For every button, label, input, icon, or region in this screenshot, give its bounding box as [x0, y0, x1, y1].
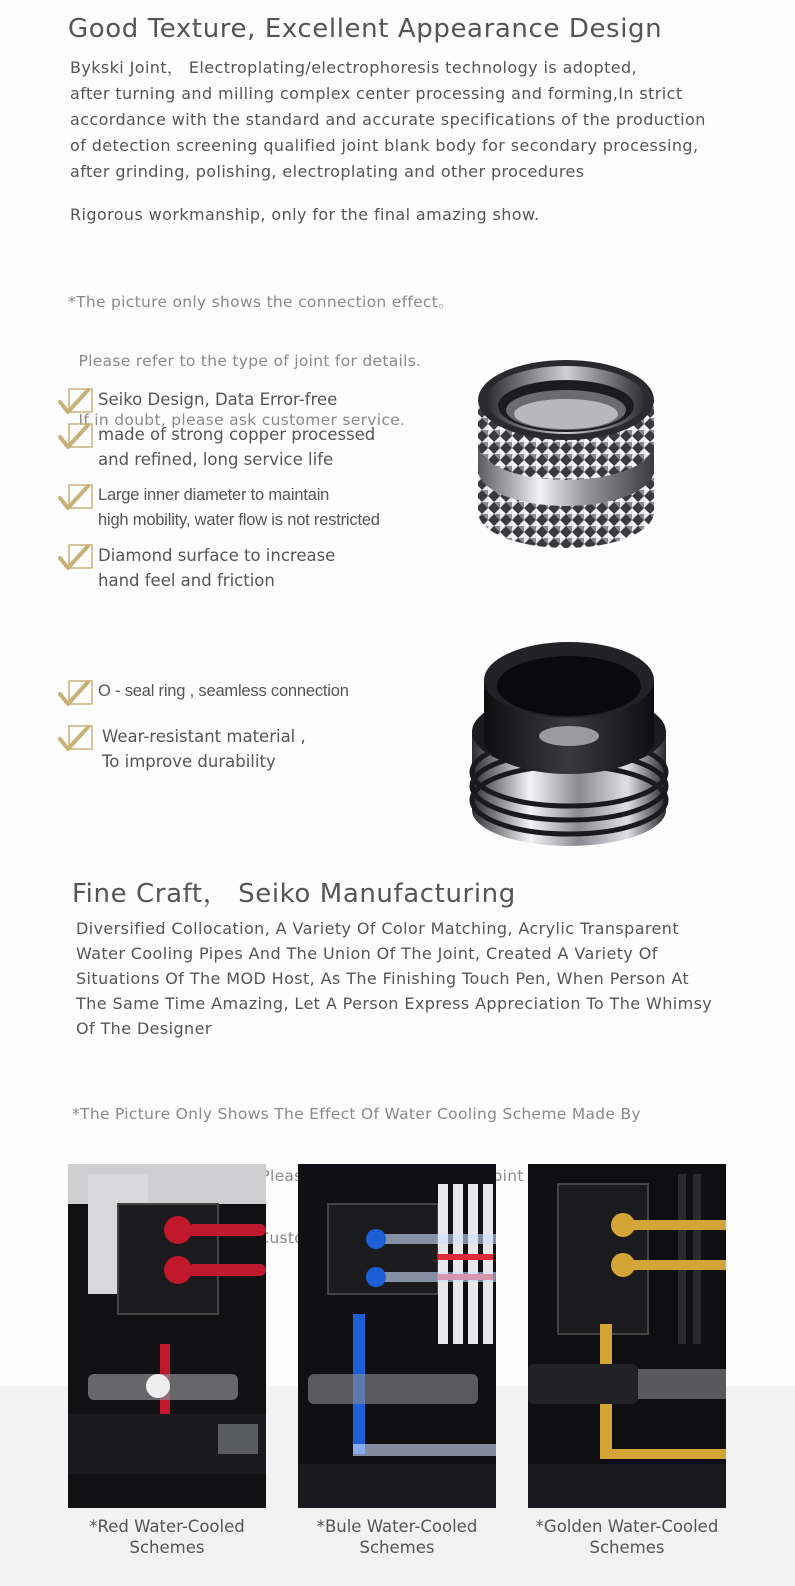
feature-line: O - seal ring , seamless connection: [98, 682, 349, 700]
section2-title: Fine Craft， Seiko Manufacturing: [72, 879, 516, 909]
note-line: *The picture only shows the connection effect。: [68, 293, 454, 311]
feature-line: and refined, long service life: [98, 450, 334, 469]
golden-scheme-caption: [507, 1516, 747, 1558]
feature-line: Seiko Design, Data Error-free: [98, 390, 338, 409]
feature-item: [58, 543, 335, 593]
para-line: Situations Of The MOD Host, As The Finishing Touch Pen, When Person At: [76, 969, 690, 988]
para-line: after grinding, polishing, electroplating and other procedures: [70, 162, 585, 181]
feature-text: [98, 483, 380, 533]
caption-line: Schemes: [359, 1538, 435, 1557]
feature-item: [58, 724, 306, 774]
feature-line: To improve durability: [102, 752, 276, 771]
check-icon: [58, 387, 94, 415]
red-scheme-caption: [47, 1516, 287, 1558]
note-line: Please Joint: [260, 1167, 524, 1185]
check-icon: [58, 724, 94, 752]
feature-line: made of strong copper processed: [98, 425, 376, 444]
para-line: accordance with the standard and accurate specifications of the production: [70, 110, 706, 129]
caption-line: Schemes: [589, 1538, 665, 1557]
feature-line: high mobility, water flow is not restricted: [98, 511, 380, 529]
feature-line: hand feel and friction: [98, 571, 275, 590]
golden-scheme-photo: [528, 1164, 726, 1508]
para-line: Diversified Collocation, A Variety Of Color Matching, Acrylic Transparent: [76, 919, 680, 938]
caption-line: *Red Water-Cooled: [89, 1517, 245, 1536]
caption-line: *Bule Water-Cooled: [316, 1517, 478, 1536]
check-icon: [58, 483, 94, 511]
feature-item: [58, 483, 380, 533]
feature-item: [58, 387, 337, 415]
section1-title: Good Texture, Excellent Appearance Design: [68, 14, 663, 44]
section1-paragraph: [70, 55, 706, 185]
note-line: Please refer to the type of joint for details.: [68, 352, 422, 370]
fitting-oring-photo: [466, 640, 672, 850]
feature-text: [98, 543, 335, 593]
feature-item: [58, 679, 349, 707]
section1-note: [68, 254, 454, 450]
feature-item: [58, 422, 375, 472]
para-line: of detection screening qualified joint blank body for secondary processing,: [70, 136, 699, 155]
para-line: The Same Time Amazing, Let A Person Express Appreciation To The Whimsy: [76, 994, 713, 1013]
feature-text: [98, 422, 375, 472]
feature-text: [98, 387, 337, 412]
para-line: after turning and milling complex center processing and forming,In strict: [70, 84, 683, 103]
note-line: *The Picture Only Shows The Effect Of Water Cooling Scheme Made By: [72, 1105, 641, 1123]
check-icon: [58, 679, 94, 707]
check-icon: [58, 543, 94, 571]
check-icon: [58, 422, 94, 450]
para-line: Of The Designer: [76, 1019, 212, 1038]
para-line: Bykski Joint， Electroplating/electrophoresis technology is adopted,: [70, 58, 638, 77]
para-line: Water Cooling Pipes And The Union Of The Joint, Created A Variety Of: [76, 944, 658, 963]
blue-scheme-caption: [277, 1516, 517, 1558]
feature-text: [102, 724, 306, 774]
note-line: If in doubt, please ask customer service.: [68, 411, 406, 429]
feature-line: Large inner diameter to maintain: [98, 486, 330, 504]
section2-paragraph: [76, 916, 712, 1041]
caption-line: Schemes: [129, 1538, 205, 1557]
caption-line: *Golden Water-Cooled: [535, 1517, 719, 1536]
feature-text: [98, 679, 349, 704]
red-scheme-photo: [68, 1164, 266, 1508]
section1-tagline: Rigorous workmanship, only for the final amazing show.: [70, 205, 540, 224]
feature-line: Diamond surface to increase: [98, 546, 336, 565]
fitting-knurled-photo: [470, 352, 662, 554]
blue-scheme-photo: [298, 1164, 496, 1508]
feature-line: Wear-resistant material ,: [102, 727, 306, 746]
